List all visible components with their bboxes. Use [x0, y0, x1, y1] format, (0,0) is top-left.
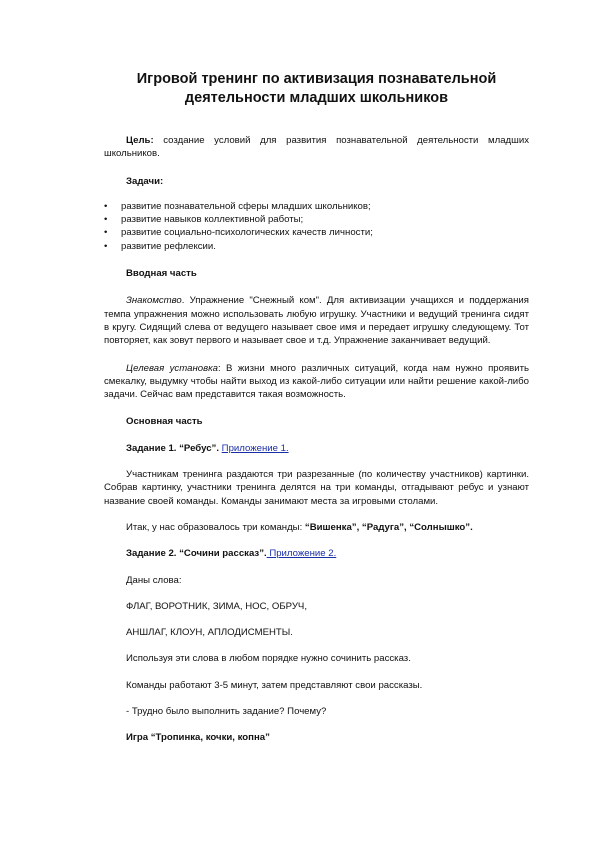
target-label: Целевая установка [126, 362, 218, 374]
list-item [104, 200, 529, 213]
words-label: Даны слова: [126, 574, 182, 586]
goal-label: Цель: [126, 135, 154, 146]
time-note: Команды работают 3-5 минут, затем представляют свои рассказы. [126, 679, 423, 691]
teams-prefix: Итак, у нас образовалось три команды: [126, 521, 305, 533]
words-line-1: ФЛАГ, ВОРОТНИК, ЗИМА, НОС, ОБРУЧ, [126, 600, 307, 612]
teams-names: “Вишенка”, “Радуга”, “Солнышко”. [304, 521, 473, 533]
intro-heading: Вводная часть [126, 268, 197, 280]
target-paragraph [104, 362, 529, 402]
list-item [104, 226, 529, 239]
appendix-2-link[interactable]: Приложение 2. [266, 548, 337, 560]
goal-text: создание условий для развития познавательной деятельности младших школьников. [104, 135, 529, 160]
title-line-2: деятельности младших школьников [184, 90, 449, 106]
teams-paragraph [104, 521, 529, 534]
task1-label: Задание 1. “Ребус”. [126, 442, 219, 454]
tasks-heading: Задачи: [126, 175, 164, 187]
task2-label: Задание 2. “Сочини рассказ”. [126, 548, 267, 560]
acquaintance-text: . Упражнение "Снежный ком". Для активизации учащихся и поддержания темпа упражнения можно использовать любую игрушку. Участники и ведущий тренинга сидят в кругу. Сидящий слева от ведущего называет свое имя и передает игрушку следующему. Тот повторяет, как зовут первого и называет свое и т.д. Упражнение заканчивает ведущий. [104, 295, 529, 347]
target-text: : В жизни много различных ситуаций, когда нам нужно проявить смекалку, выдумку чтобы найти выход из какой-либо ситуации или найти решение какой-либо задачи. Сейчас вам представится такая возможность. [104, 362, 529, 401]
task2-heading [104, 547, 529, 560]
task-item-text: развитие познавательной сферы младших школьников; [121, 200, 371, 212]
bullet-icon: • [104, 214, 108, 226]
bullet-icon: • [104, 200, 108, 212]
task-item-text: развитие навыков коллективной работы; [121, 214, 304, 226]
acquaintance-paragraph [104, 294, 529, 347]
main-heading: Основная часть [126, 416, 203, 428]
words-line-2: АНШЛАГ, КЛОУН, АПЛОДИСМЕНТЫ. [126, 627, 293, 639]
task1-heading [104, 442, 529, 455]
game-title: Игра “Тропинка, кочки, копна” [126, 732, 270, 744]
task1-paragraph: Участникам тренинга раздаются три разрезанные (по количеству участников) картинки. Собрав картинку, участники тренинга делятся на три команды, отгадывают ребус и узнают название своей команды. Команды занимают места за игровыми столами. [104, 469, 529, 507]
list-item [104, 240, 529, 253]
task-item-text: развитие рефлексии. [121, 240, 216, 252]
acquaintance-label: Знакомство [126, 295, 182, 307]
bullet-icon: • [104, 227, 108, 239]
task-item-text: развитие социально-психологических качеств личности; [121, 227, 373, 239]
appendix-1-link[interactable]: Приложение 1. [221, 442, 289, 454]
bullet-icon: • [104, 240, 108, 252]
instruction-text: Используя эти слова в любом порядке нужно сочинить рассказ. [126, 653, 411, 665]
list-item [104, 213, 529, 226]
document-title [104, 70, 529, 108]
tasks-list [104, 200, 529, 253]
question-text: - Трудно было выполнить задание? Почему? [126, 706, 327, 718]
goal-paragraph [104, 134, 529, 161]
title-line-1: Игровой тренинг по активизация познавательной [136, 71, 497, 87]
